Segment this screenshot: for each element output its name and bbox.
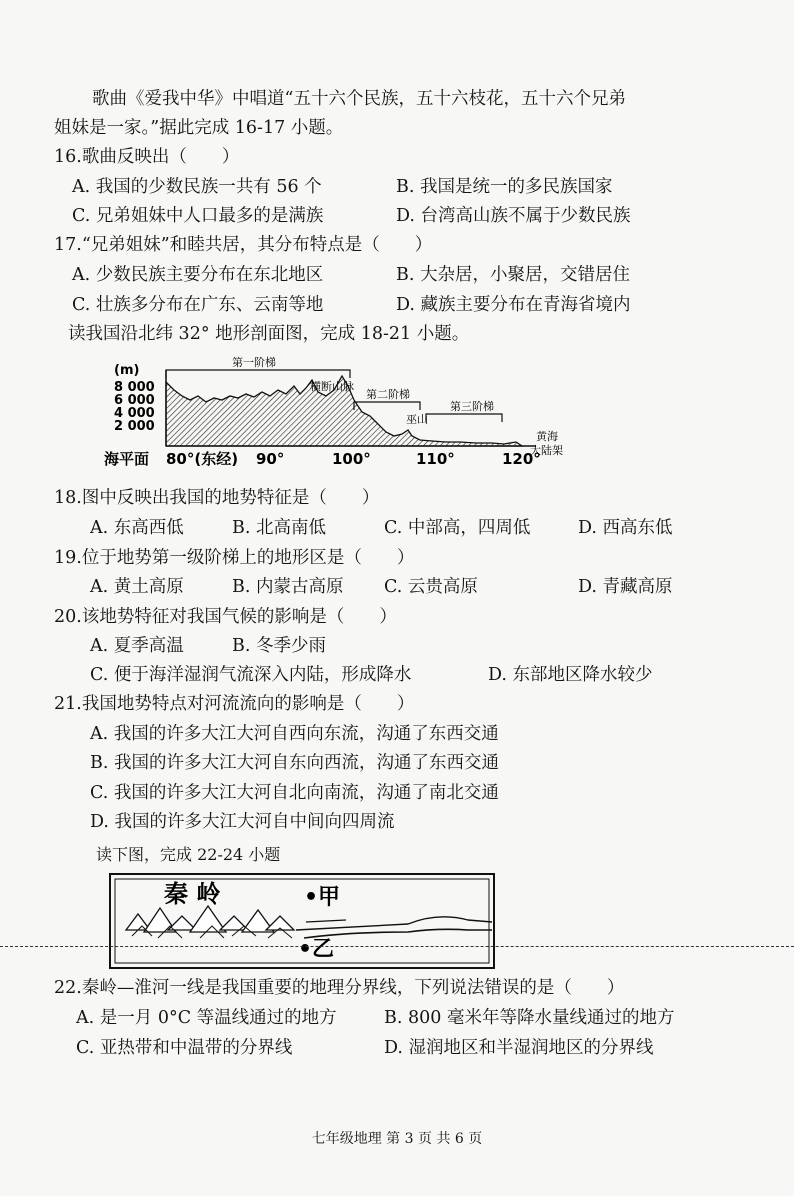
q19-stem: 19.位于地势第一级阶梯上的地形区是（ ）: [54, 548, 415, 568]
fold-line: [0, 946, 794, 947]
x-tick-80: 80°(东经): [166, 450, 239, 468]
q20-option-a[interactable]: A. 夏季高温: [90, 636, 184, 656]
q21-option-c[interactable]: C. 我国的许多大江大河自北向南流，沟通了南北交通: [90, 783, 499, 803]
step2-label: 第二阶梯: [366, 388, 410, 401]
q18-option-a[interactable]: A. 东高西低: [90, 518, 184, 538]
huanghai-label: 黄海: [536, 430, 558, 443]
q21-option-a[interactable]: A. 我国的许多大江大河自西向东流，沟通了东西交通: [90, 724, 499, 744]
sea-level-label: 海平面: [104, 450, 150, 468]
q17-option-b[interactable]: B. 大杂居，小聚居，交错居住: [396, 265, 630, 285]
point-yi: •乙: [298, 937, 335, 962]
intro-22-24: 读下图，完成 22-24 小题: [96, 845, 281, 864]
q19-option-a[interactable]: A. 黄土高原: [90, 577, 184, 597]
q21-stem: 21.我国地势特点对河流流向的影响是（ ）: [54, 694, 415, 714]
boundary-line: [296, 917, 492, 930]
q16-option-b[interactable]: B. 我国是统一的多民族国家: [396, 177, 613, 197]
x-tick-120: 120°: [502, 450, 541, 468]
intro-16-17-cont: 姐妹是一家。”据此完成 16-17 小题。: [54, 118, 344, 138]
shelf-label: 大陆架: [530, 444, 563, 457]
y-tick-8000: 8 000: [114, 380, 155, 395]
hengduan-label: 横断山脉: [310, 380, 354, 393]
unit-label: (m): [114, 363, 140, 378]
step3-label: 第三阶梯: [450, 400, 494, 413]
q21-option-b[interactable]: B. 我国的许多大江大河自东向西流，沟通了东西交通: [90, 753, 499, 773]
q20-stem: 20.该地势特征对我国气候的影响是（ ）: [54, 607, 397, 627]
q17-stem: 17.“兄弟姐妹”和睦共居，其分布特点是（ ）: [54, 235, 433, 255]
y-tick-2000: 2 000: [114, 419, 155, 434]
q22-option-c[interactable]: C. 亚热带和中温带的分界线: [76, 1038, 293, 1058]
q20-option-c[interactable]: C. 便于海洋湿润气流深入内陆，形成降水: [90, 665, 412, 685]
q17-option-d[interactable]: D. 藏族主要分布在青海省境内: [396, 295, 631, 315]
q18-option-c[interactable]: C. 中部高，四周低: [384, 518, 531, 538]
step2-bracket: [354, 402, 420, 410]
q16-option-a[interactable]: A. 我国的少数民族一共有 56 个: [72, 177, 322, 197]
step1-label: 第一阶梯: [232, 356, 276, 369]
point-jia: •甲: [304, 885, 341, 910]
q20-option-d[interactable]: D. 东部地区降水较少: [488, 665, 653, 685]
q16-option-c[interactable]: C. 兄弟姐妹中人口最多的是满族: [72, 206, 324, 226]
q16-stem: 16.歌曲反映出（ ）: [54, 147, 240, 167]
q17-option-a[interactable]: A. 少数民族主要分布在东北地区: [72, 265, 324, 285]
q19-option-c[interactable]: C. 云贵高原: [384, 577, 478, 597]
q19-option-d[interactable]: D. 青藏高原: [578, 577, 673, 597]
q22-option-a[interactable]: A. 是一月 0°C 等温线通过的地方: [76, 1008, 337, 1028]
qinling-figure: [108, 872, 498, 972]
q19-option-b[interactable]: B. 内蒙古高原: [232, 577, 344, 597]
q16-option-d[interactable]: D. 台湾高山族不属于少数民族: [396, 206, 631, 226]
q18-option-d[interactable]: D. 西高东低: [578, 518, 673, 538]
page-footer: 七年级地理 第 3 页 共 6 页: [311, 1131, 483, 1147]
wushan-label: 巫山: [406, 413, 428, 426]
x-tick-100: 100°: [332, 450, 371, 468]
q22-option-d[interactable]: D. 湿润地区和半湿润地区的分界线: [384, 1038, 654, 1058]
y-tick-6000: 6 000: [114, 393, 155, 408]
intro-16-17: 歌曲《爱我中华》中唱道“五十六个民族，五十六枝花，五十六个兄弟: [92, 89, 626, 109]
x-tick-110: 110°: [416, 450, 455, 468]
x-tick-90: 90°: [256, 450, 285, 468]
qinling-label: 秦 岭: [164, 880, 221, 908]
q17-option-c[interactable]: C. 壮族多分布在广东、云南等地: [72, 295, 324, 315]
q22-option-b[interactable]: B. 800 毫米年等降水量线通过的地方: [384, 1008, 675, 1028]
q18-stem: 18.图中反映出我国的地势特征是（ ）: [54, 488, 380, 508]
intro-18-21: 读我国沿北纬 32° 地形剖面图，完成 18-21 小题。: [68, 324, 470, 344]
step1-bracket: [166, 370, 350, 378]
step3-bracket: [426, 414, 502, 422]
q18-option-b[interactable]: B. 北高南低: [232, 518, 326, 538]
q22-stem: 22.秦岭—淮河一线是我国重要的地理分界线，下列说法错误的是（ ）: [54, 978, 625, 998]
y-tick-4000: 4 000: [114, 406, 155, 421]
terrain-profile-figure: [100, 350, 590, 480]
q21-option-d[interactable]: D. 我国的许多大江大河自中间向四周流: [90, 812, 395, 832]
q20-option-b[interactable]: B. 冬季少雨: [232, 636, 326, 656]
